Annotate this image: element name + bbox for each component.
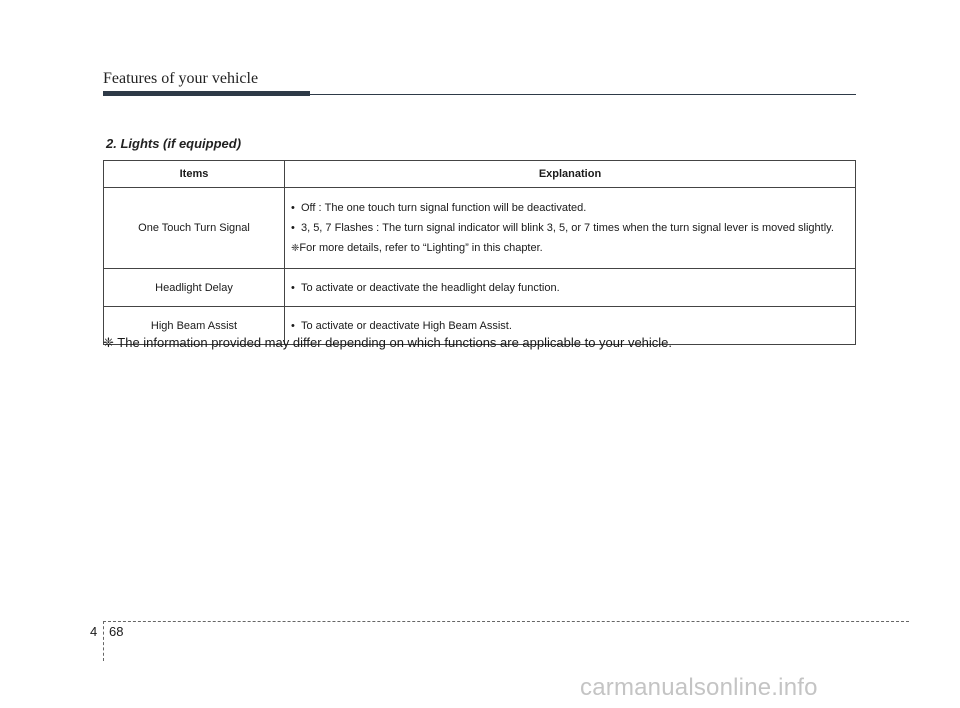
item-name: Headlight Delay	[104, 269, 285, 307]
bullet-lead: •	[291, 281, 301, 294]
header-explanation: Explanation	[285, 161, 856, 188]
section-title: 2. Lights (if equipped)	[106, 136, 242, 151]
bullet-lead: •	[291, 319, 301, 332]
table-row	[104, 188, 856, 269]
chapter-number: 4	[90, 624, 98, 639]
explanation-cell	[285, 188, 856, 269]
footer-divider	[103, 621, 104, 661]
bullet-text: To activate or deactivate High Beam Assist.	[300, 319, 512, 332]
page-header-title: Features of your vehicle	[103, 70, 259, 87]
explanation-note	[291, 242, 853, 255]
bullet-lead: • 3, 5, 7 Flashes :	[291, 222, 383, 234]
bullet-lead: • Off :	[291, 202, 325, 214]
lights-table	[103, 160, 856, 345]
watermark-text: carmanualsonline.info	[580, 674, 818, 701]
bullet-text: The turn signal indicator will blink 3, 5, or 7 times when the turn signal lever is moved slightly.	[382, 222, 834, 234]
bullet-text: To activate or deactivate the headlight delay function.	[300, 281, 560, 294]
explanation-line	[291, 320, 853, 333]
note-text: For more details, refer to “Lighting” in this chapter.	[299, 242, 543, 254]
bullet-text: The one touch turn signal function will be deactivated.	[324, 202, 587, 214]
item-name: High Beam Assist	[104, 307, 285, 345]
page-number: 68	[109, 624, 124, 639]
explanation-cell	[285, 269, 856, 307]
table-row	[104, 269, 856, 307]
item-name: One Touch Turn Signal	[104, 188, 285, 269]
header-items: Items	[104, 161, 285, 188]
explanation-line	[291, 282, 853, 295]
footnote: ❈ The information provided may differ depending on which functions are applicable to your vehicle.	[103, 335, 673, 350]
header-bar-accent	[103, 91, 310, 96]
table-header-row	[104, 161, 856, 188]
note-symbol-icon: ❈	[291, 243, 300, 254]
footer-rule	[103, 621, 909, 622]
header-rule	[310, 94, 856, 95]
explanation-line	[291, 222, 853, 235]
explanation-line	[291, 202, 853, 215]
